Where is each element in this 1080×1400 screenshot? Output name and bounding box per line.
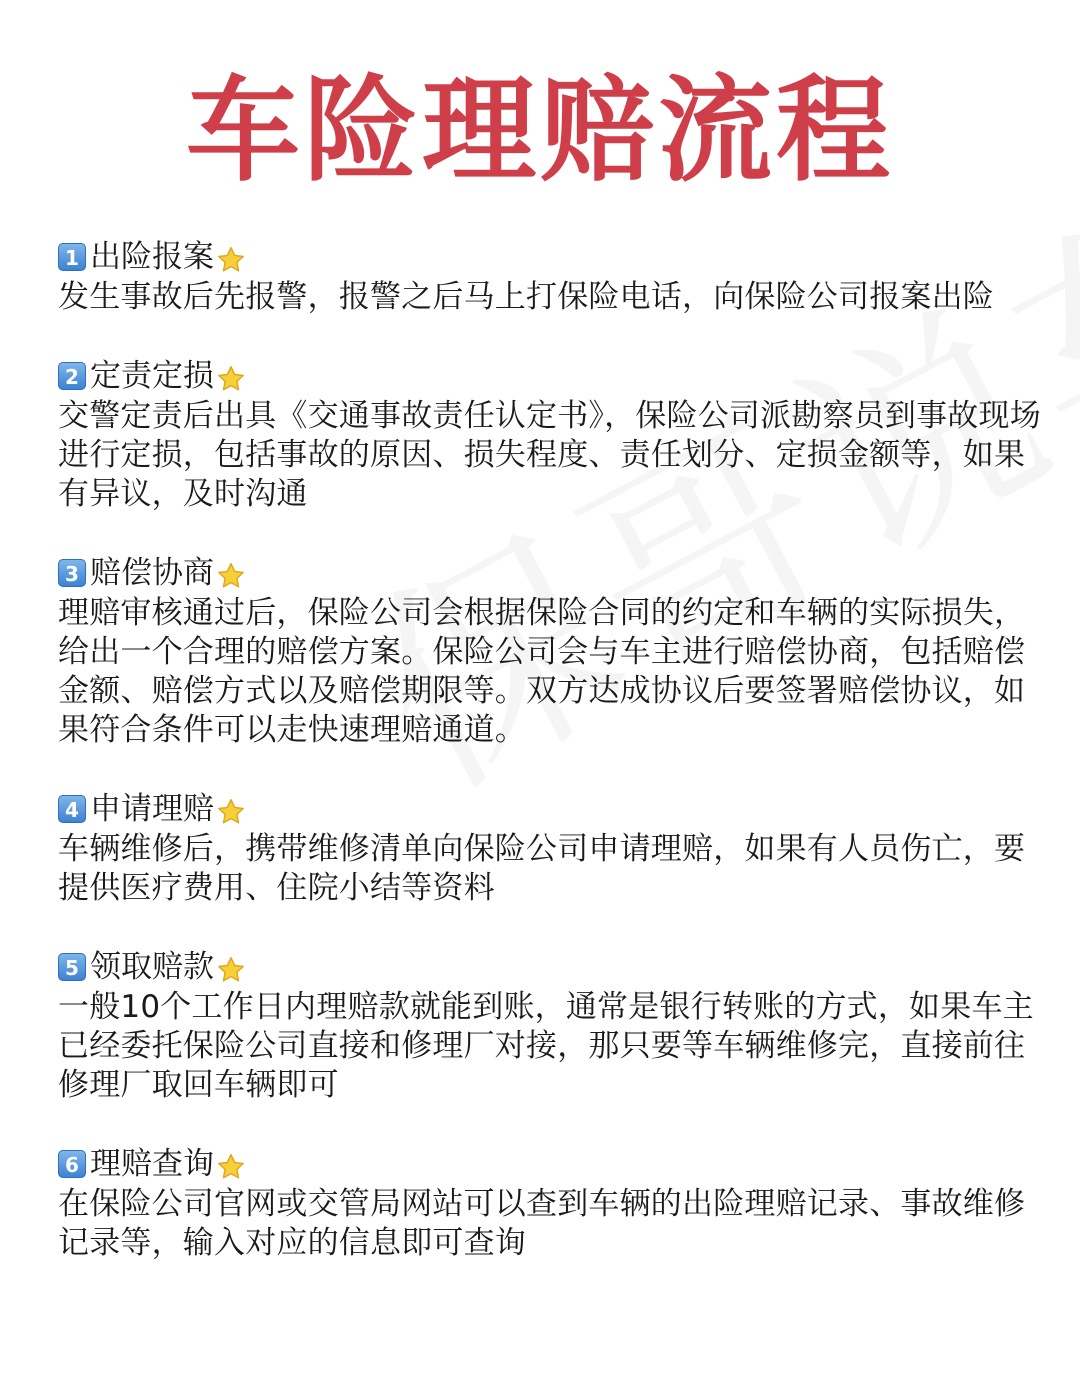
step-3 xyxy=(58,552,1048,750)
step-2 xyxy=(58,355,1048,514)
keycap-number-icon: 1 xyxy=(58,243,86,271)
keycap-number-icon: 4 xyxy=(58,795,86,823)
keycap-number-icon: 6 xyxy=(58,1150,86,1178)
step-description: 一般10个工作日内理赔款就能到账，通常是银行转账的方式，如果车主已经委托保险公司直接和修理厂对接，那只要等车辆维修完，直接前往修理厂取回车辆即可 xyxy=(58,989,1034,1103)
step-header xyxy=(58,552,1048,594)
step-description: 在保险公司官网或交管局网站可以查到车辆的出险理赔记录、事故维修记录等，输入对应的信息即可查询 xyxy=(58,1186,1026,1261)
step-6 xyxy=(58,1143,1048,1263)
star-icon xyxy=(216,561,246,591)
step-description: 交警定责后出具《交通事故责任认定书》，保险公司派勘察员到事故现场进行定损，包括事故的原因、损失程度、责任划分、定损金额等，如果有异议，及时沟通 xyxy=(58,398,1041,512)
step-title: 定责定损 xyxy=(90,358,214,394)
keycap-number-icon: 3 xyxy=(58,559,86,587)
star-icon xyxy=(216,955,246,985)
star-icon xyxy=(216,364,246,394)
step-header xyxy=(58,355,1048,397)
step-title: 出险报案 xyxy=(90,239,214,275)
star-icon xyxy=(216,1152,246,1182)
step-title: 申请理赔 xyxy=(90,791,214,827)
step-title: 赔偿协商 xyxy=(90,555,214,591)
step-description: 理赔审核通过后，保险公司会根据保险合同的约定和车辆的实际损失，给出一个合理的赔偿方案。保险公司会与车主进行赔偿协商，包括赔偿金额、赔偿方式以及赔偿期限等。双方达成协议后要签署赔偿协议，如果符合条件可以走快速理赔通道。 xyxy=(58,595,1026,748)
step-5 xyxy=(58,946,1048,1105)
step-4 xyxy=(58,788,1048,908)
step-header xyxy=(58,788,1048,830)
star-icon xyxy=(216,797,246,827)
keycap-number-icon: 5 xyxy=(58,953,86,981)
steps-list xyxy=(58,236,1048,1301)
step-title: 领取赔款 xyxy=(90,949,214,985)
page-title: 车险理赔流程 xyxy=(185,64,894,197)
step-1 xyxy=(58,236,1048,317)
step-description: 发生事故后先报警，报警之后马上打保险电话，向保险公司报案出险 xyxy=(58,279,994,315)
star-icon xyxy=(216,245,246,275)
step-header xyxy=(58,1143,1048,1185)
step-header xyxy=(58,946,1048,988)
step-header xyxy=(58,236,1048,278)
step-description: 车辆维修后，携带维修清单向保险公司申请理赔，如果有人员伤亡，要提供医疗费用、住院小结等资料 xyxy=(58,831,1026,906)
step-title: 理赔查询 xyxy=(90,1146,214,1182)
keycap-number-icon: 2 xyxy=(58,362,86,390)
